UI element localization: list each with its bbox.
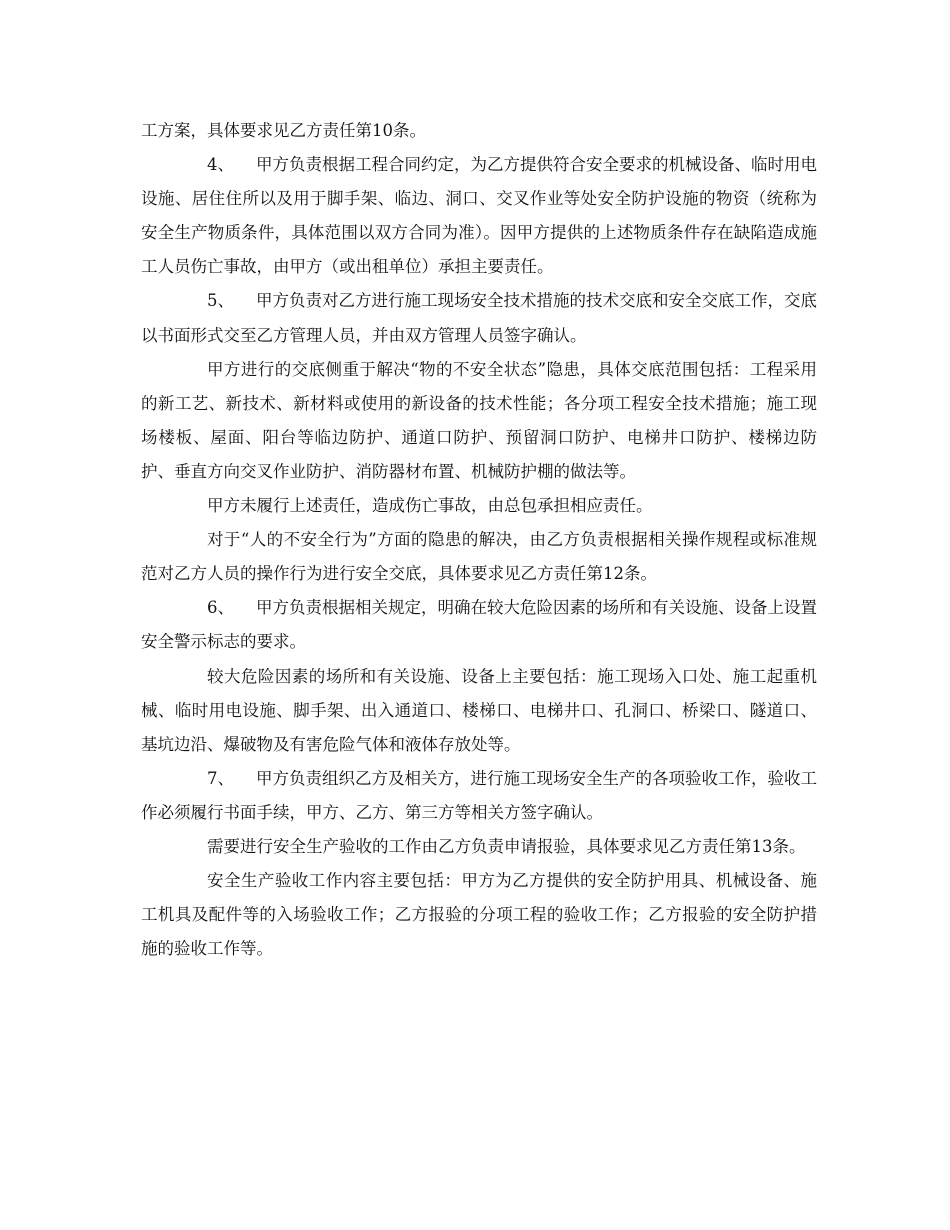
- paragraph-text: 较大危险因素的场所和有关设施、设备上主要包括：施工现场入口处、施工起重机械、临时用电设施、脚手架、出入通道口、楼梯口、电梯井口、孔洞口、桥梁口、隧道口、基坑边沿、爆破物及有害危险气体和液体存放处等。: [141, 666, 817, 754]
- paragraph-item-5: [141, 284, 817, 352]
- paragraph-item-7: [141, 762, 817, 830]
- paragraph-text: 对于“人的不安全行为”方面的隐患的解决，由乙方负责根据相关操作规程或标准规范对乙方人员的操作行为进行安全交底，具体要求见乙方责任第12条。: [141, 530, 817, 584]
- paragraph-text: 甲方负责根据工程合同约定，为乙方提供符合安全要求的机械设备、临时用电设施、居住住所以及用于脚手架、临边、洞口、交叉作业等处安全防护设施的物资（统称为安全生产物质条件，具体范围以双方合同为准）。因甲方提供的上述物质条件存在缺陷造成施工人员伤亡事故，由甲方（或出租单位）承担主要责任。: [141, 155, 817, 277]
- item-number: 7、: [207, 768, 234, 788]
- paragraph-text: 甲方负责对乙方进行施工现场安全技术措施的技术交底和安全交底工作，交底以书面形式交至乙方管理人员，并由双方管理人员签字确认。: [141, 291, 817, 345]
- paragraph-text: 安全生产验收工作内容主要包括：甲方为乙方提供的安全防护用具、机械设备、施工机具及配件等的入场验收工作；乙方报验的分项工程的验收工作；乙方报验的安全防护措施的验收工作等。: [141, 871, 817, 959]
- paragraph-text: 甲方负责根据相关规定，明确在较大危险因素的场所和有关设施、设备上设置安全警示标志的要求。: [141, 598, 817, 652]
- item-number: 4、: [207, 155, 234, 175]
- paragraph-body: [141, 489, 817, 523]
- paragraph-text: 工方案，具体要求见乙方责任第10条。: [141, 121, 426, 140]
- paragraph-body: [141, 660, 817, 762]
- paragraph-body: [141, 523, 817, 591]
- paragraph-continuation: [141, 114, 817, 148]
- paragraph-body: [141, 353, 817, 489]
- paragraph-item-6: [141, 591, 817, 659]
- paragraph-body: [141, 864, 817, 966]
- paragraph-text: 甲方负责组织乙方及相关方，进行施工现场安全生产的各项验收工作，验收工作必须履行书面手续，甲方、乙方、第三方等相关方签字确认。: [141, 768, 817, 822]
- paragraph-item-4: [141, 148, 817, 284]
- paragraph-body: [141, 830, 817, 864]
- paragraph-text: 甲方进行的交底侧重于解决“物的不安全状态”隐患，具体交底范围包括：工程采用的新工艺、新技术、新材料或使用的新设备的技术性能；各分项工程安全技术措施；施工现场楼板、屋面、阳台等临边防护、通道口防护、预留洞口防护、电梯井口防护、楼梯边防护、垂直方向交叉作业防护、消防器材布置、机械防护棚的做法等。: [141, 359, 817, 481]
- item-number: 5、: [207, 291, 234, 311]
- document-body: [141, 114, 817, 966]
- item-number: 6、: [207, 598, 234, 618]
- paragraph-text: 甲方未履行上述责任，造成伤亡事故，由总包承担相应责任。: [207, 496, 653, 516]
- paragraph-text: 需要进行安全生产验收的工作由乙方负责申请报验，具体要求见乙方责任第13条。: [207, 836, 806, 856]
